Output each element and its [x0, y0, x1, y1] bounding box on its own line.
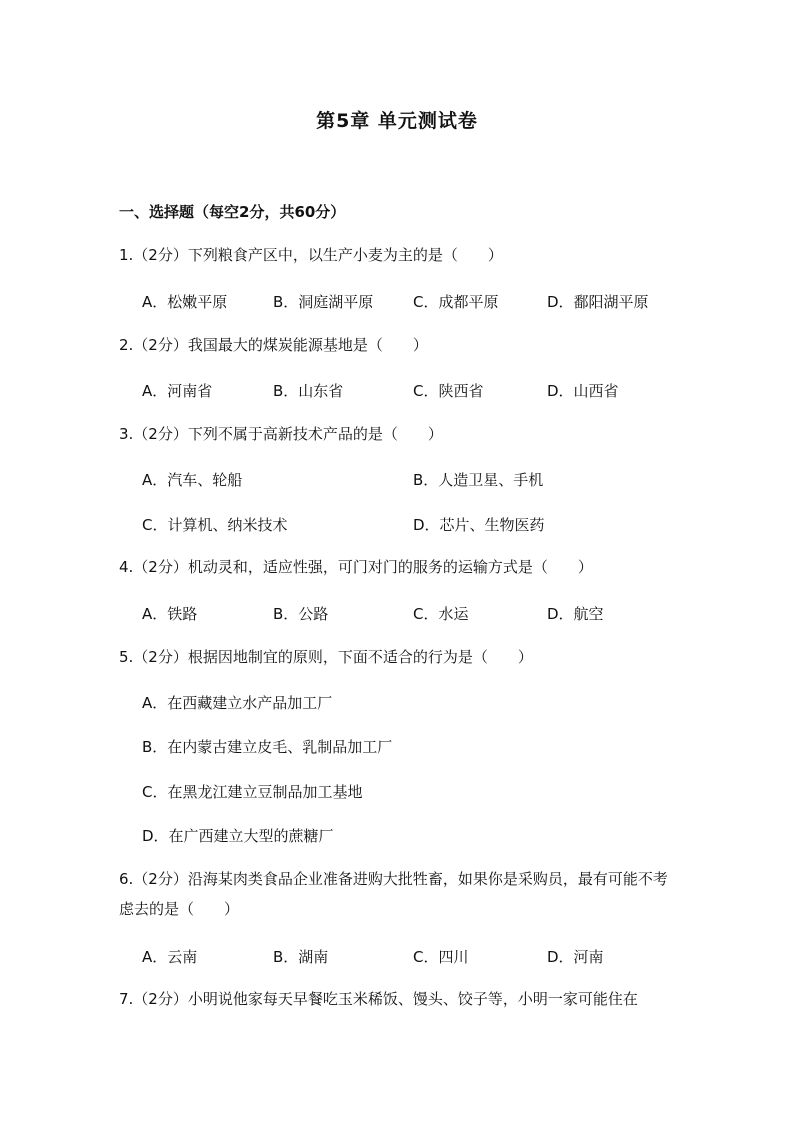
question-1-stem: 1.（2分）下列粮食产区中，以生产小麦为主的是（ ）	[119, 246, 503, 264]
q6-option-b: B．湖南	[273, 948, 329, 966]
question-4-stem: 4.（2分）机动灵和，适应性强，可门对门的服务的运输方式是（ ）	[119, 558, 593, 576]
page-title: 第5章 单元测试卷	[316, 110, 478, 132]
q2-option-d: D．山西省	[547, 382, 619, 400]
q4-option-c: C．水运	[413, 605, 469, 623]
section-heading: 一、选择题（每空2分，共60分）	[119, 203, 346, 221]
q5-option-b: B．在内蒙古建立皮毛、乳制品加工厂	[142, 738, 393, 756]
q1-option-b: B．洞庭湖平原	[273, 293, 374, 311]
q4-option-d: D．航空	[547, 605, 604, 623]
q6-option-a: A．云南	[142, 948, 198, 966]
q3-option-b: B．人造卫星、手机	[413, 471, 544, 489]
q1-option-d: D．鄱阳湖平原	[547, 293, 649, 311]
q1-option-c: C．成都平原	[413, 293, 499, 311]
q3-option-c: C．计算机、纳米技术	[142, 516, 288, 534]
q4-option-b: B．公路	[273, 605, 329, 623]
q3-option-a: A．汽车、轮船	[142, 471, 243, 489]
q5-option-c: C．在黑龙江建立豆制品加工基地	[142, 783, 363, 801]
q2-option-a: A．河南省	[142, 382, 213, 400]
question-7-stem: 7.（2分）小明说他家每天早餐吃玉米稀饭、馒头、饺子等，小明一家可能住在	[119, 990, 638, 1008]
q2-option-b: B．山东省	[273, 382, 344, 400]
question-5-stem: 5.（2分）根据因地制宜的原则，下面不适合的行为是（ ）	[119, 648, 533, 666]
question-6-stem: 6.（2分）沿海某肉类食品企业准备进购大批牲畜，如果你是采购员，最有可能不考虑去的是（ ）	[119, 870, 668, 918]
q2-option-c: C．陕西省	[413, 382, 484, 400]
question-3-stem: 3.（2分）下列不属于高新技术产品的是（ ）	[119, 425, 443, 443]
q6-option-c: C．四川	[413, 948, 469, 966]
q3-option-d: D．芯片、生物医药	[413, 516, 545, 534]
q5-option-d: D．在广西建立大型的蔗糖厂	[142, 827, 334, 845]
q4-option-a: A．铁路	[142, 605, 198, 623]
q5-option-a: A．在西藏建立水产品加工厂	[142, 694, 333, 712]
question-2-stem: 2.（2分）我国最大的煤炭能源基地是（ ）	[119, 336, 428, 354]
q6-option-d: D．河南	[547, 948, 604, 966]
q1-option-a: A．松嫩平原	[142, 293, 228, 311]
